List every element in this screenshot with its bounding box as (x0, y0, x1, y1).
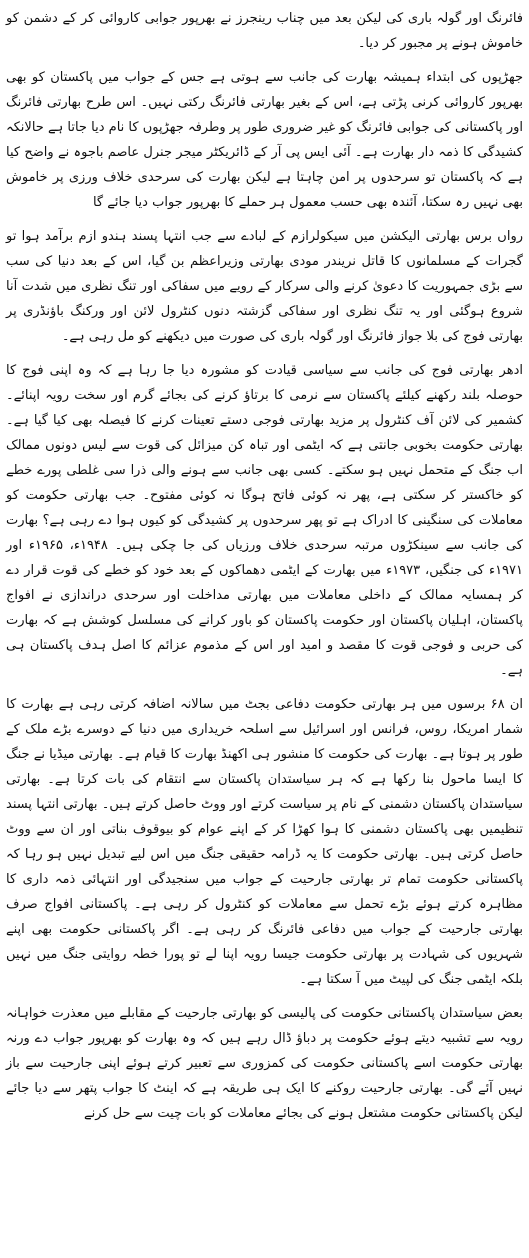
article-paragraph-4: ادھر بھارتی فوج کی جانب سے سیاسی قیادت کو مشورہ دیا جا رہا ہے کہ وہ اپنی فوج کا حوصلہ بلند رکھنے کیلئے پاکستان سے نرمی کا برتاؤ کرنے کی بجائے گرم اور سخت رویہ اپنائے۔ کشمیر کی لائن آف کنٹرول پر مزید بھارتی فوجی دستے تعینات کرنے کا فیصلہ بھی کیا گیا ہے۔ بھارتی حکومت بخوبی جانتی ہے کہ ایٹمی اور تباہ کن میزائل کی قوت سے لیس دونوں ممالک اب جنگ کے متحمل نہیں ہو سکتے۔ کسی بھی جانب سے ہونے والی ذرا سی غلطی پورے خطے کو خاکستر کر سکتی ہے، پھر نہ کوئی فاتح ہوگا نہ کوئی مفتوح۔ جب بھارتی حکومت کو معاملات کی سنگینی کا ادراک ہے تو پھر سرحدوں پر کشیدگی کو کیوں ہوا دے رہی ہے؟ بھارت کی جانب سے سینکڑوں مرتبہ سرحدی خلاف ورزیاں کی جا چکی ہیں۔ ۱۹۴۸ء، ۱۹۶۵ء اور ۱۹۷۱ء کی جنگیں، ۱۹۷۳ء میں بھارت کے ایٹمی دھماکوں کے بعد خود کو خطے کی قوت قرار دے کر ہمسایہ ممالک کے داخلی معاملات میں بھارتی مداخلت اور سرحدی دراندازی نے افواج پاکستان، اہلیان پاکستان اور حکومت پاکستان کو باور کرانے کی مسلسل کوشش ہے کہ بھارت کی حربی و فوجی قوت کا مقصد و امید اور اس کے مذموم عزائم کا اصل ہدف پاکستان ہی ہے۔ (6, 363, 523, 678)
article-paragraph-1: فائرنگ اور گولہ باری کی لیکن بعد میں چناب رینجرز نے بھرپور جوابی کاروائی کر کے دشمن کو خاموش ہونے پر مجبور کر دیا۔ (6, 11, 523, 51)
article-paragraph-2: جھڑپوں کی ابتداء ہمیشہ بھارت کی جانب سے ہوتی ہے جس کے جواب میں پاکستان کو بھی بھرپور کاروائی کرنی پڑتی ہے، اس کے بغیر بھارتی فائرنگ رکتی نہیں۔ اس طرح بھارتی فائرنگ اور پاکستانی کی جوابی فائرنگ کو غیر ضروری طور پر وطرفہ جھڑپوں کا نام دیا جاتا ہے حالانکہ کشیدگی کا ذمہ دار بھارت ہے۔ آئی ایس پی آر کے ڈائریکٹر میجر جنرل عاصم باجوہ نے واضح کیا ہے کہ پاکستان تو سرحدوں پر امن چاہتا ہے لیکن بھارت کی سرحدی خلاف ورزی پر خاموش بھی نہیں رہ سکتا، آئندہ بھی حسب معمول ہر حملے کا بھرپور جواب دیا جائے گا (6, 70, 523, 210)
article-paragraph-3: رواں برس بھارتی الیکشن میں سیکولرازم کے لبادے سے جب انتہا پسند ہندو ازم برآمد ہوا تو گجرات کے مسلمانوں کا قاتل نریندر مودی بھارتی وزیراعظم بن گیا، اس کے بعد دنیا کی سب سے بڑی جمہوریت کا دعویٰ کرنے والی سرکار کے رویے میں سفاکی اور تنگ نظری میں شدت آنا شروع ہوگئی اور یہ تنگ نظری اور سفاکی گزشتہ دنوں کنٹرول لائن اور ورکنگ باؤنڈری پر بھارتی فوج کی بلا جواز فائرنگ اور گولہ باری کی صورت میں دیکھنے کو مل رہی ہے۔ (6, 229, 523, 344)
article-paragraph-6: بعض سیاستدان پاکستانی حکومت کی پالیسی کو بھارتی جارحیت کے مقابلے میں معذرت خواہانہ رویہ سے تشبیہ دیتے ہوئے حکومت پر دباؤ ڈال رہے ہیں کہ وہ بھارت کو بھرپور جواب دے ورنہ بھارتی حکومت اسے پاکستانی حکومت کی کمزوری سے تعبیر کرتے ہوئے اپنی جارحیت سے باز نہیں آئے گی۔ بھارتی جارحیت روکنے کا ایک ہی طریقہ ہے کہ اینٹ کا جواب پتھر سے دیا جائے لیکن پاکستانی حکومت مشتعل ہونے کی بجائے معاملات کو بات چیت سے حل کرنے (6, 1006, 523, 1121)
article-paragraph-5: ان ۶۸ برسوں میں ہر بھارتی حکومت دفاعی بجٹ میں سالانہ اضافہ کرتی رہی ہے بھارت کا شمار امریکا، روس، فرانس اور اسرائیل سے اسلحہ خریداری میں دنیا کے دوسرے بڑے ملک کے طور پر ہوتا ہے۔ بھارت کی حکومت کا منشور ہی اکھنڈ بھارت کا قیام ہے۔ بھارتی میڈیا نے جنگ کا ایسا ماحول بنا رکھا ہے کہ ہر سیاستدان پاکستان سے انتقام کی بات کرتا ہے۔ بھارتی سیاستدان پاکستان دشمنی کے نام پر سیاست کرتے اور ووٹ حاصل کرتے ہیں۔ بھارتی انتہا پسند تنظیمیں بھی پاکستان دشمنی کا ہوا کھڑا کر کے اپنے عوام کو بیوقوف بناتی اور ان سے ووٹ حاصل کرتی ہیں۔ بھارتی حکومت کا یہ ڈرامہ حقیقی جنگ میں اس لیے تبدیل نہیں ہو رہا کہ پاکستانی حکومت تمام تر بھارتی جارحیت کے جواب میں سنجیدگی اور انتہائی ذمہ داری کا مظاہرہ کرتے ہوئے بڑے تحمل سے معاملات کو کنٹرول کر رہی ہے۔ پاکستانی افواج صرف بھارتی جارحیت کے جواب میں دفاعی فائرنگ کر رہی ہے۔ اگر پاکستانی حکومت بھی اپنے شہریوں کی شہادت پر بھارتی حکومت جیسا رویہ اپنا لے تو پورا خطہ روایتی جنگ میں نہیں بلکہ ایٹمی جنگ کی لپیٹ میں آ سکتا ہے۔ (6, 697, 523, 987)
article-body (6, 6, 523, 1135)
